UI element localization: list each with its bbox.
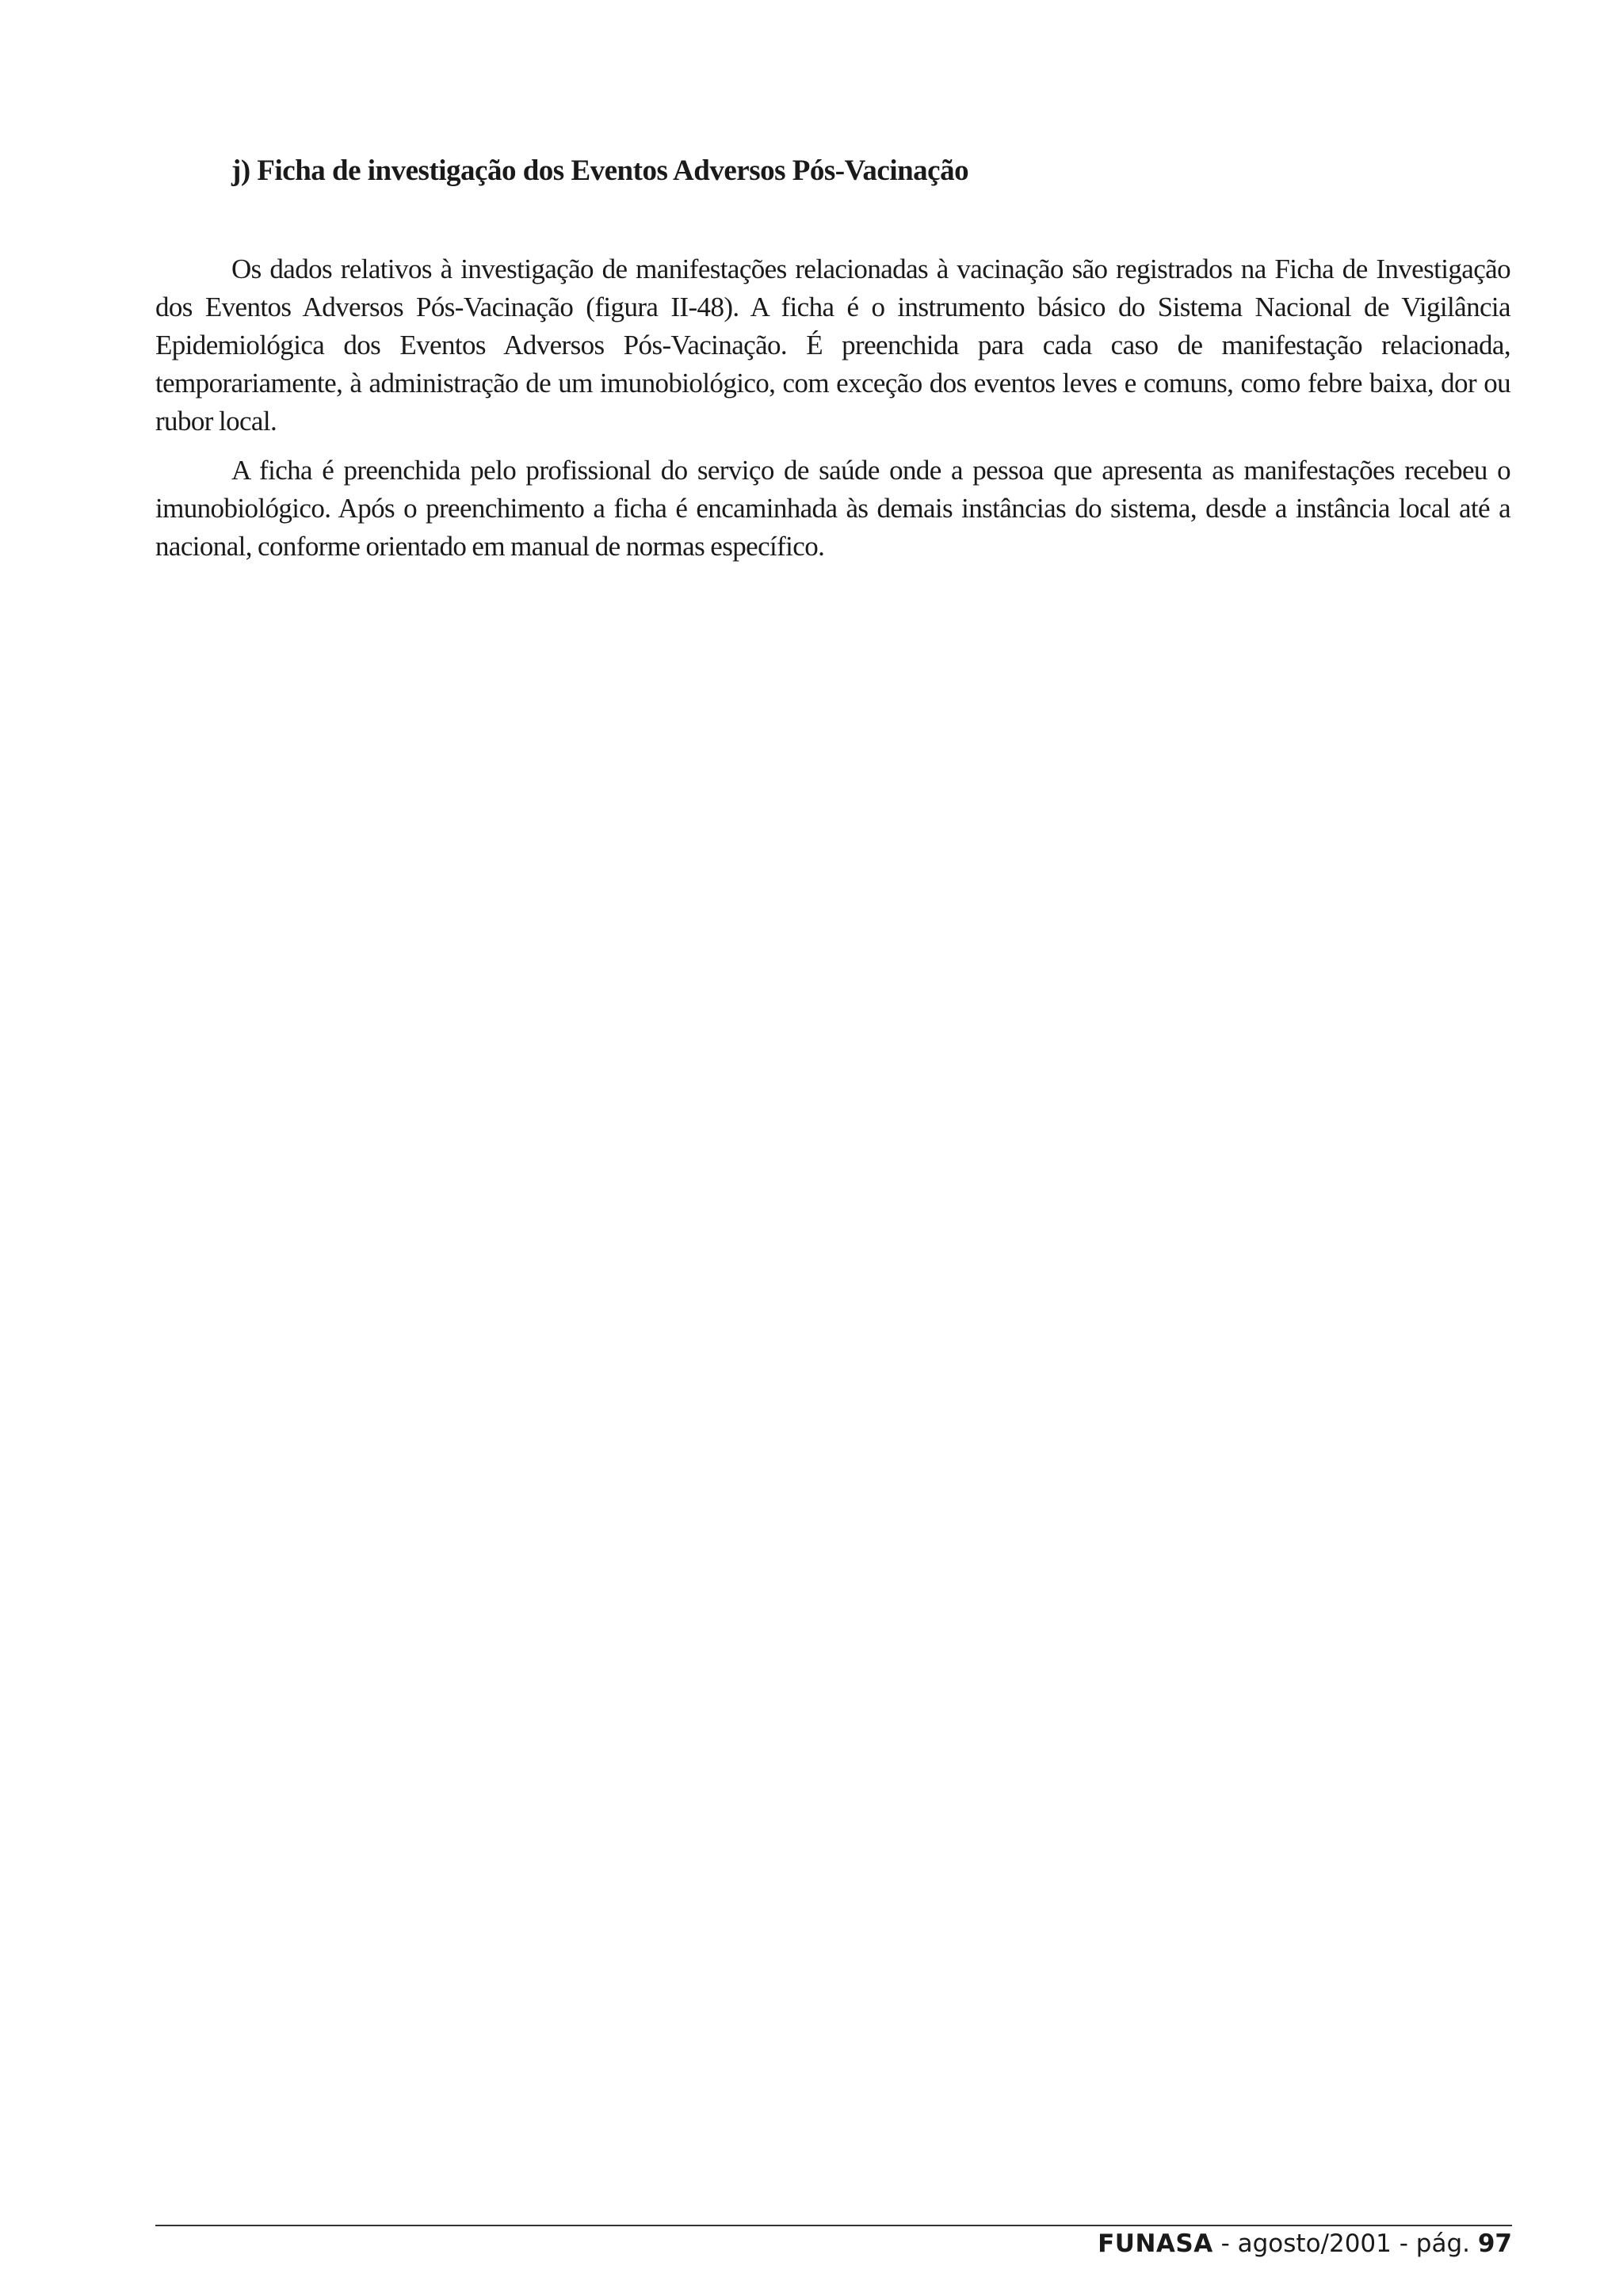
- section-heading: j) Ficha de investigação dos Eventos Adversos Pós-Vacinação: [231, 154, 969, 187]
- footer-page-label: pág.: [1415, 2229, 1470, 2258]
- footer-space: [1470, 2229, 1478, 2258]
- footer-date: agosto/2001: [1237, 2229, 1392, 2258]
- footer-separator-2: -: [1391, 2229, 1416, 2258]
- paragraph-1: Os dados relativos à investigação de manifestações relacionadas à vacinação são registrados na Ficha de Investigação dos Eventos Adversos Pós-Vacinação (figura II-48). A ficha é o instrumento básico do Sistema Nacional de Vigilância Epidemiológica dos Eventos Adversos Pós-Vacinação. É preenchida para cada caso de manifestação relacionada, temporariamente, à administração de um imunobiológico, com exceção dos eventos leves e comuns, como febre baixa, dor ou rubor local.: [155, 254, 1510, 437]
- body-text: [155, 250, 1510, 577]
- footer-org: FUNASA: [1098, 2229, 1213, 2258]
- paragraph-2: A ficha é preenchida pelo profissional do serviço de saúde onde a pessoa que apresenta as manifestações recebeu o imunobiológico. Após o preenchimento a ficha é encaminhada às demais instâncias do sistema, desde a instância local até a nacional, conforme orientado em manual de normas específico.: [155, 455, 1510, 562]
- footer-page-number: 97: [1477, 2229, 1512, 2258]
- footer-divider: [155, 2225, 1512, 2226]
- footer-separator-1: -: [1212, 2229, 1238, 2258]
- page-footer: [1098, 2229, 1512, 2266]
